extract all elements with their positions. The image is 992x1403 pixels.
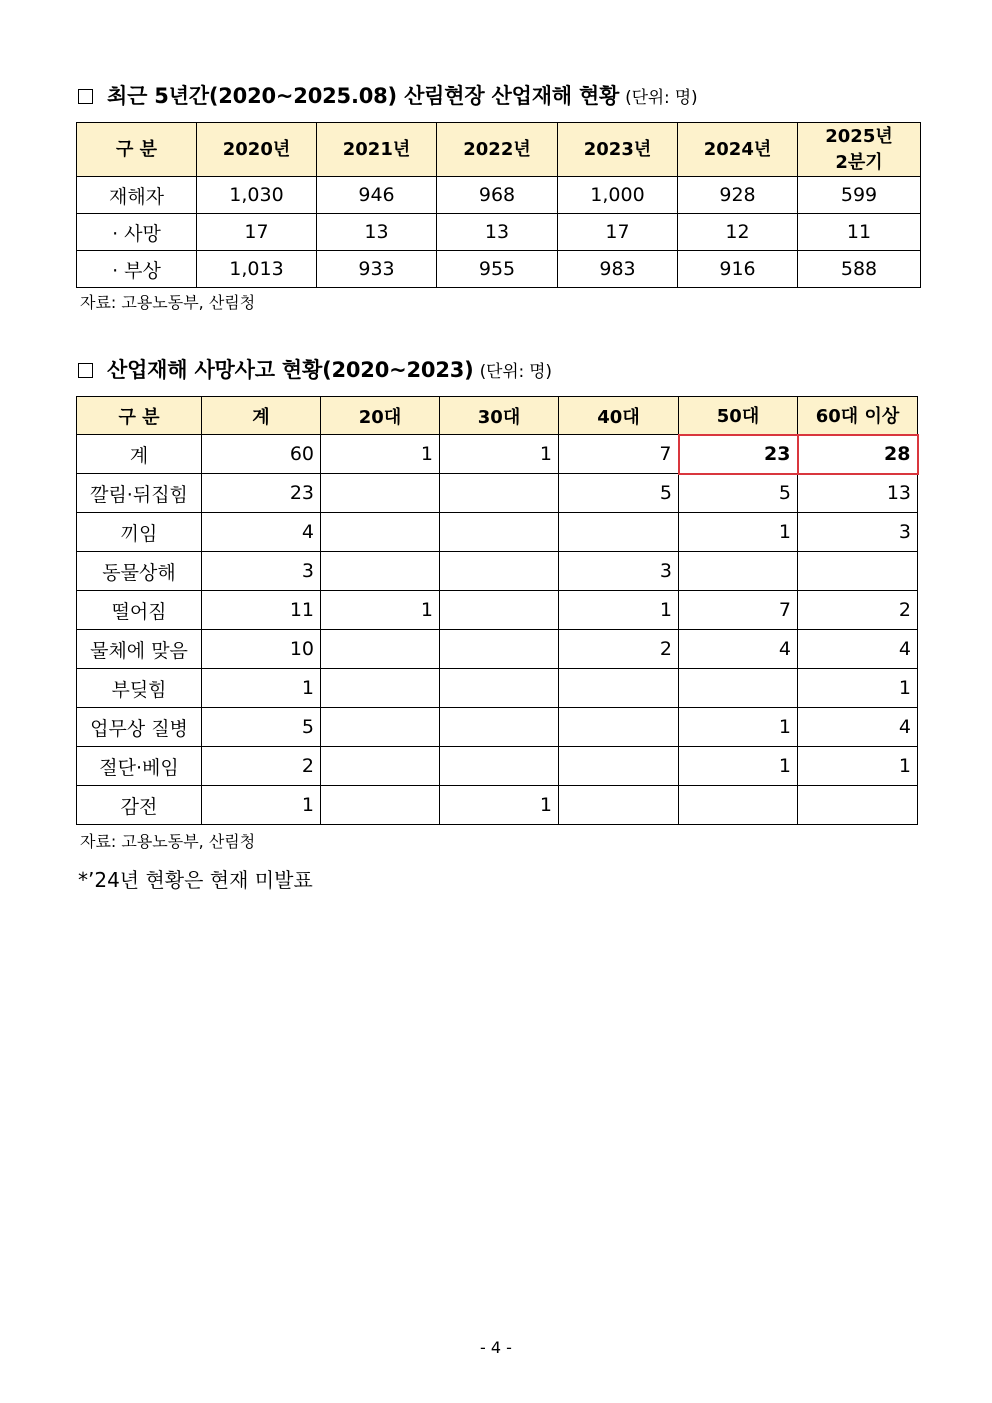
- header-cell: 2020년: [197, 123, 317, 177]
- table-cell: 3: [559, 552, 679, 591]
- header-cell: 40대: [559, 397, 679, 435]
- row-label: 동물상해: [77, 552, 202, 591]
- checkbox-square-icon: [78, 89, 93, 104]
- table-cell: 10: [202, 630, 321, 669]
- table-cell: 3: [202, 552, 321, 591]
- table-cell: 1: [321, 591, 440, 630]
- table-cell: [321, 669, 440, 708]
- table-row: [77, 747, 918, 786]
- header-cell: 2022년: [437, 123, 558, 177]
- header-cell: 2025년 2분기: [798, 123, 921, 177]
- table-cell: [440, 630, 559, 669]
- row-label: 끼임: [77, 513, 202, 552]
- table-cell: [559, 669, 679, 708]
- table-cell: 1,013: [197, 251, 317, 288]
- table-cell: [321, 552, 440, 591]
- section1-title: 최근 5년간(2020~2025.08) 산림현장 산업재해 현황: [107, 84, 620, 108]
- header-cell: 계: [202, 397, 321, 435]
- row-label: · 사망: [77, 214, 197, 251]
- table-cell: 955: [437, 251, 558, 288]
- row-label: 감전: [77, 786, 202, 825]
- table-cell: [559, 786, 679, 825]
- table-cell: [679, 669, 798, 708]
- row-label: 부딪힘: [77, 669, 202, 708]
- table-cell: 13: [317, 214, 437, 251]
- injury-table: [76, 122, 921, 288]
- table-cell: 1: [679, 708, 798, 747]
- header-cell: 2023년: [558, 123, 678, 177]
- table-cell: 1: [321, 435, 440, 474]
- table-cell: 1: [440, 786, 559, 825]
- table-row: [77, 591, 918, 630]
- table-row: [77, 669, 918, 708]
- row-label: 계: [77, 435, 202, 474]
- header-cell: 30대: [440, 397, 559, 435]
- table-cell: 4: [202, 513, 321, 552]
- row-label: 재해자: [77, 177, 197, 214]
- table-cell: 23: [679, 435, 798, 474]
- table-cell: 968: [437, 177, 558, 214]
- section2-source: 자료: 고용노동부, 산림청: [80, 832, 256, 851]
- table-cell: [321, 786, 440, 825]
- table-cell: 1: [559, 591, 679, 630]
- table-cell: 588: [798, 251, 921, 288]
- table-row: [77, 630, 918, 669]
- checkbox-square-icon: [78, 363, 93, 378]
- section2-unit: (단위: 명): [479, 362, 552, 382]
- section1-source: 자료: 고용노동부, 산림청: [80, 293, 256, 312]
- table-cell: 5: [679, 474, 798, 513]
- table-header-row: [77, 397, 918, 435]
- table-cell: 933: [317, 251, 437, 288]
- header-cell: 2024년: [678, 123, 798, 177]
- table-cell: [440, 747, 559, 786]
- table-row: [77, 708, 918, 747]
- fatality-table-body: [77, 435, 918, 825]
- table-cell: [798, 786, 918, 825]
- header-cell: 2021년: [317, 123, 437, 177]
- table-cell: 23: [202, 474, 321, 513]
- table-cell: [559, 747, 679, 786]
- table-cell: 1: [202, 786, 321, 825]
- table-cell: 4: [798, 708, 918, 747]
- table-cell: 28: [798, 435, 918, 474]
- table-cell: 928: [678, 177, 798, 214]
- table-cell: 916: [678, 251, 798, 288]
- table-cell: 2: [798, 591, 918, 630]
- table-cell: 7: [679, 591, 798, 630]
- table-row: [77, 177, 921, 214]
- section2-title: 산업재해 사망사고 현황(2020~2023): [107, 358, 474, 382]
- table-row: [77, 251, 921, 288]
- row-label: · 부상: [77, 251, 197, 288]
- fatality-table: [76, 396, 919, 825]
- table-cell: [440, 669, 559, 708]
- header-cell: 20대: [321, 397, 440, 435]
- table-row: [77, 513, 918, 552]
- table-cell: 1: [798, 669, 918, 708]
- table-cell: [440, 552, 559, 591]
- table-cell: 2: [559, 630, 679, 669]
- table-cell: 1: [440, 435, 559, 474]
- table-row: [77, 214, 921, 251]
- table-cell: [440, 474, 559, 513]
- header-cell: 60대 이상: [798, 397, 918, 435]
- table-row: [77, 474, 918, 513]
- row-label: 깔림·뒤집힘: [77, 474, 202, 513]
- table-cell: 1: [679, 747, 798, 786]
- table-cell: [440, 513, 559, 552]
- table-cell: 13: [798, 474, 918, 513]
- table-cell: 17: [558, 214, 678, 251]
- table-cell: [559, 513, 679, 552]
- table-cell: [321, 474, 440, 513]
- table-header-row: [77, 123, 921, 177]
- table-cell: [679, 552, 798, 591]
- row-label: 절단·베임: [77, 747, 202, 786]
- table-cell: [559, 708, 679, 747]
- section1-heading: [78, 80, 697, 110]
- table-cell: 599: [798, 177, 921, 214]
- table-cell: 11: [798, 214, 921, 251]
- row-label: 떨어짐: [77, 591, 202, 630]
- table-cell: 11: [202, 591, 321, 630]
- row-label: 물체에 맞음: [77, 630, 202, 669]
- table-cell: 17: [197, 214, 317, 251]
- table-cell: [440, 591, 559, 630]
- table-cell: 1: [679, 513, 798, 552]
- table-cell: 1,000: [558, 177, 678, 214]
- table-cell: 2: [202, 747, 321, 786]
- table-cell: [679, 786, 798, 825]
- table-cell: 1: [202, 669, 321, 708]
- table-cell: 60: [202, 435, 321, 474]
- table-cell: [321, 513, 440, 552]
- table-cell: 4: [679, 630, 798, 669]
- table-cell: 7: [559, 435, 679, 474]
- table-cell: [440, 708, 559, 747]
- table-cell: 3: [798, 513, 918, 552]
- table-cell: [798, 552, 918, 591]
- header-cell: 구 분: [77, 123, 197, 177]
- table-row: [77, 435, 918, 474]
- table-row: [77, 786, 918, 825]
- table-cell: 1,030: [197, 177, 317, 214]
- section2-heading: [78, 354, 552, 384]
- table-cell: 13: [437, 214, 558, 251]
- table-cell: 983: [558, 251, 678, 288]
- table-cell: [321, 630, 440, 669]
- table-cell: [321, 708, 440, 747]
- header-cell: 50대: [679, 397, 798, 435]
- section1-unit: (단위: 명): [625, 88, 698, 108]
- table-cell: 5: [202, 708, 321, 747]
- table-cell: 12: [678, 214, 798, 251]
- table-cell: 946: [317, 177, 437, 214]
- table-cell: 4: [798, 630, 918, 669]
- table-cell: [321, 747, 440, 786]
- page-number: - 4 -: [480, 1338, 512, 1357]
- header-cell: 구 분: [77, 397, 202, 435]
- row-label: 업무상 질병: [77, 708, 202, 747]
- table-cell: 1: [798, 747, 918, 786]
- table-cell: 5: [559, 474, 679, 513]
- table-row: [77, 552, 918, 591]
- footnote: *’24년 현황은 현재 미발표: [78, 868, 313, 892]
